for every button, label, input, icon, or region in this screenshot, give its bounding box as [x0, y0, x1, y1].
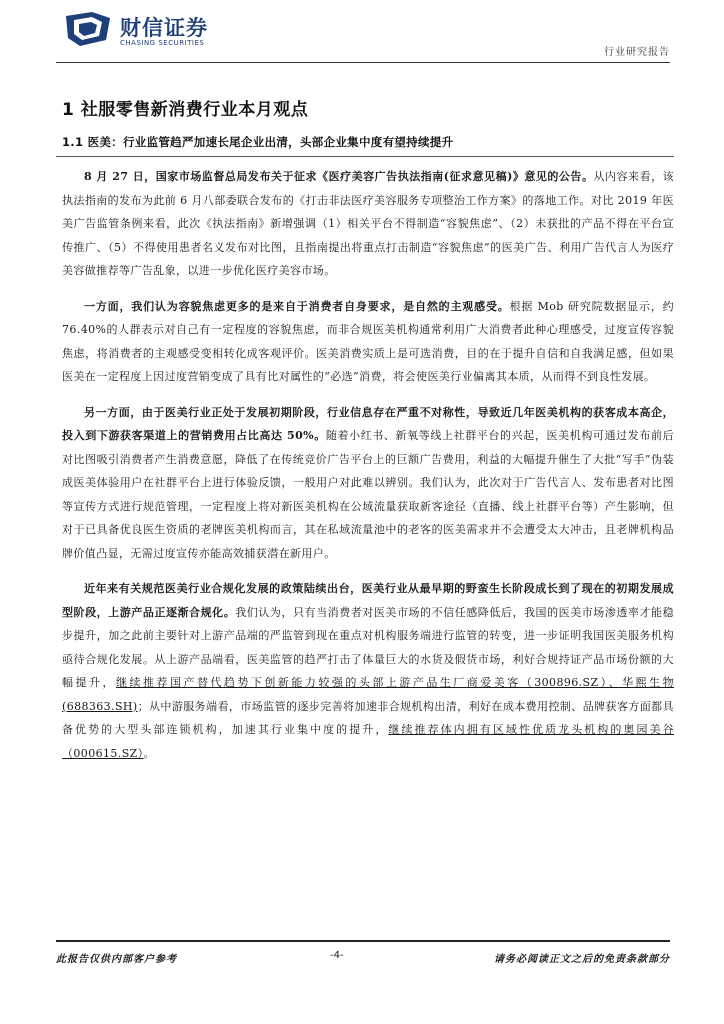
footer-disclaimer-right: 请务必阅读正文之后的免责条款部分 — [494, 954, 670, 965]
paragraph-4 — [56, 577, 674, 765]
paragraph-3 — [56, 401, 674, 566]
footer-disclaimer-left: 此报告仅供内部客户参考 — [56, 954, 177, 965]
main-content — [56, 95, 674, 765]
paragraph-1-body: 从内容来看，该执法指南的发布为此前 6 月八部委联合发布的《打击非法医疗美容服务专项整治工作方案》的落地工作。对比 2019 年医美广告监管条例来看，此次《执法指南》新增强调（1）相关平台不得制造“容貌焦虑”、（2）未获批的产品不得在平台宣传推广、（5）不得使用患者名义发布对比图，且指南提出将重点打击制造“容貌焦虑”的医美广告、利用广告代言人为医疗美容做推荐等广告乱象，以进一步优化医疗美容市场。 — [62, 170, 674, 277]
page-header — [56, 0, 670, 63]
section-title: 1 社服零售新消费行业本月观点 — [62, 100, 309, 120]
page-footer — [56, 940, 670, 969]
page-number: -4- — [330, 950, 344, 961]
paragraph-4-body-a: 我们认为，只有当消费者对医美市场的不信任感降低后，我国的医美市场渗透率才能稳步提升，加之此前主要针对上游产品端的严监管到现在重点对机构服务端进行监管的转变，进一步证明我国医美服务机构亟待合规化发展。从上游产品端看，医美监管的趋严打击了体量巨大的水货及假货市场，利好合规持证产品市场份额的大幅提升， — [62, 605, 674, 689]
paragraph-1 — [56, 165, 674, 283]
paragraph-2-lead: 一方面，我们认为容貌焦虑更多的是来自于消费者自身要求，是自然的主观感受。 — [84, 299, 510, 313]
paragraph-4-lead: 近年来有关规范医美行业合规化发展的政策陆续出台，医美行业从最早期的野蛮生长阶段成长到了现在的初期发展成型阶段，上游产品正逐渐合规化。 — [62, 582, 674, 619]
recommendation-midstream: 继续推荐体内拥有区域性优质龙头机构的奥园美谷（000615.SZ） — [62, 723, 674, 760]
paragraph-4-body-c: 。 — [143, 746, 155, 760]
report-type-label: 行业研究报告 — [604, 47, 670, 58]
paragraph-3-lead: 另一方面，由于医美行业正处于发展初期阶段，行业信息存在严重不对称性，导致近几年医美机构的获客成本高企，投入到下游获客渠道上的营销费用占比高达 50%。 — [62, 405, 674, 442]
company-logo — [62, 10, 262, 50]
paragraph-2 — [56, 295, 674, 389]
subsection-title: 1.1 医美：行业监管趋严加速长尾企业出清，头部企业集中度有望持续提升 — [56, 134, 674, 157]
paragraph-2-body: 根据 Mob 研究院数据显示，约 76.40%的人群表示对自己有一定程度的容貌焦虑，而非合规医美机构通常利用广大消费者此种心理感受，过度宣传容貌焦虑，将消费者的主观感受变相转化成客观评价。医美消费实质上是可选消费，目的在于提升自信和自我满足感，但如果医美在一定程度上因过度营销变成了具有比对属性的“必选”消费，将会使医美行业偏离其本质，从而得不到良性发展。 — [62, 299, 674, 383]
logo-mark-icon — [62, 10, 114, 48]
logo-english-name: CHASING SECURITIES — [120, 39, 205, 47]
recommendation-upstream: 继续推荐国产替代趋势下创新能力较强的头部上游产品生厂商爱美客（300896.SZ）、华熙生物(688363.SH) — [62, 676, 674, 713]
paragraph-1-lead: 8 月 27 日，国家市场监督总局发布关于征求《医疗美容广告执法指南(征求意见稿)》意见的公告。 — [84, 170, 594, 183]
logo-chinese-name: 财信证券 — [120, 16, 208, 40]
paragraph-3-body: 随着小红书、新氧等线上社群平台的兴起，医美机构可通过发布前后对比图吸引消费者产生消费意愿，降低了在传统竞价广告平台上的巨额广告费用，利益的大幅提升催生了大批“写手”伪装成医美体验用户在社群平台上进行体验反馈，一般用户对此难以辨别。我们认为，此次对于广告代言人、发布患者对比图等宣传方式进行规范管理，一定程度上将对新医美机构在公域流量获取新客途径（直播、线上社群平台等）产生影响，但对于已具备优良医生资质的老牌医美机构而言，其在私域流量池中的老客的医美需求并不会遭受太大冲击，且老牌机构品牌价值凸显，无需过度宣传亦能高效捕获潜在新用户。 — [62, 429, 674, 560]
paragraph-4-body-b: ；从中游服务端看，市场监管的逐步完善将加速非合规机构出清，利好在成本费用控制、品牌获客方面都具备优势的大型头部连锁机构，加速其行业集中度的提升， — [62, 699, 674, 736]
